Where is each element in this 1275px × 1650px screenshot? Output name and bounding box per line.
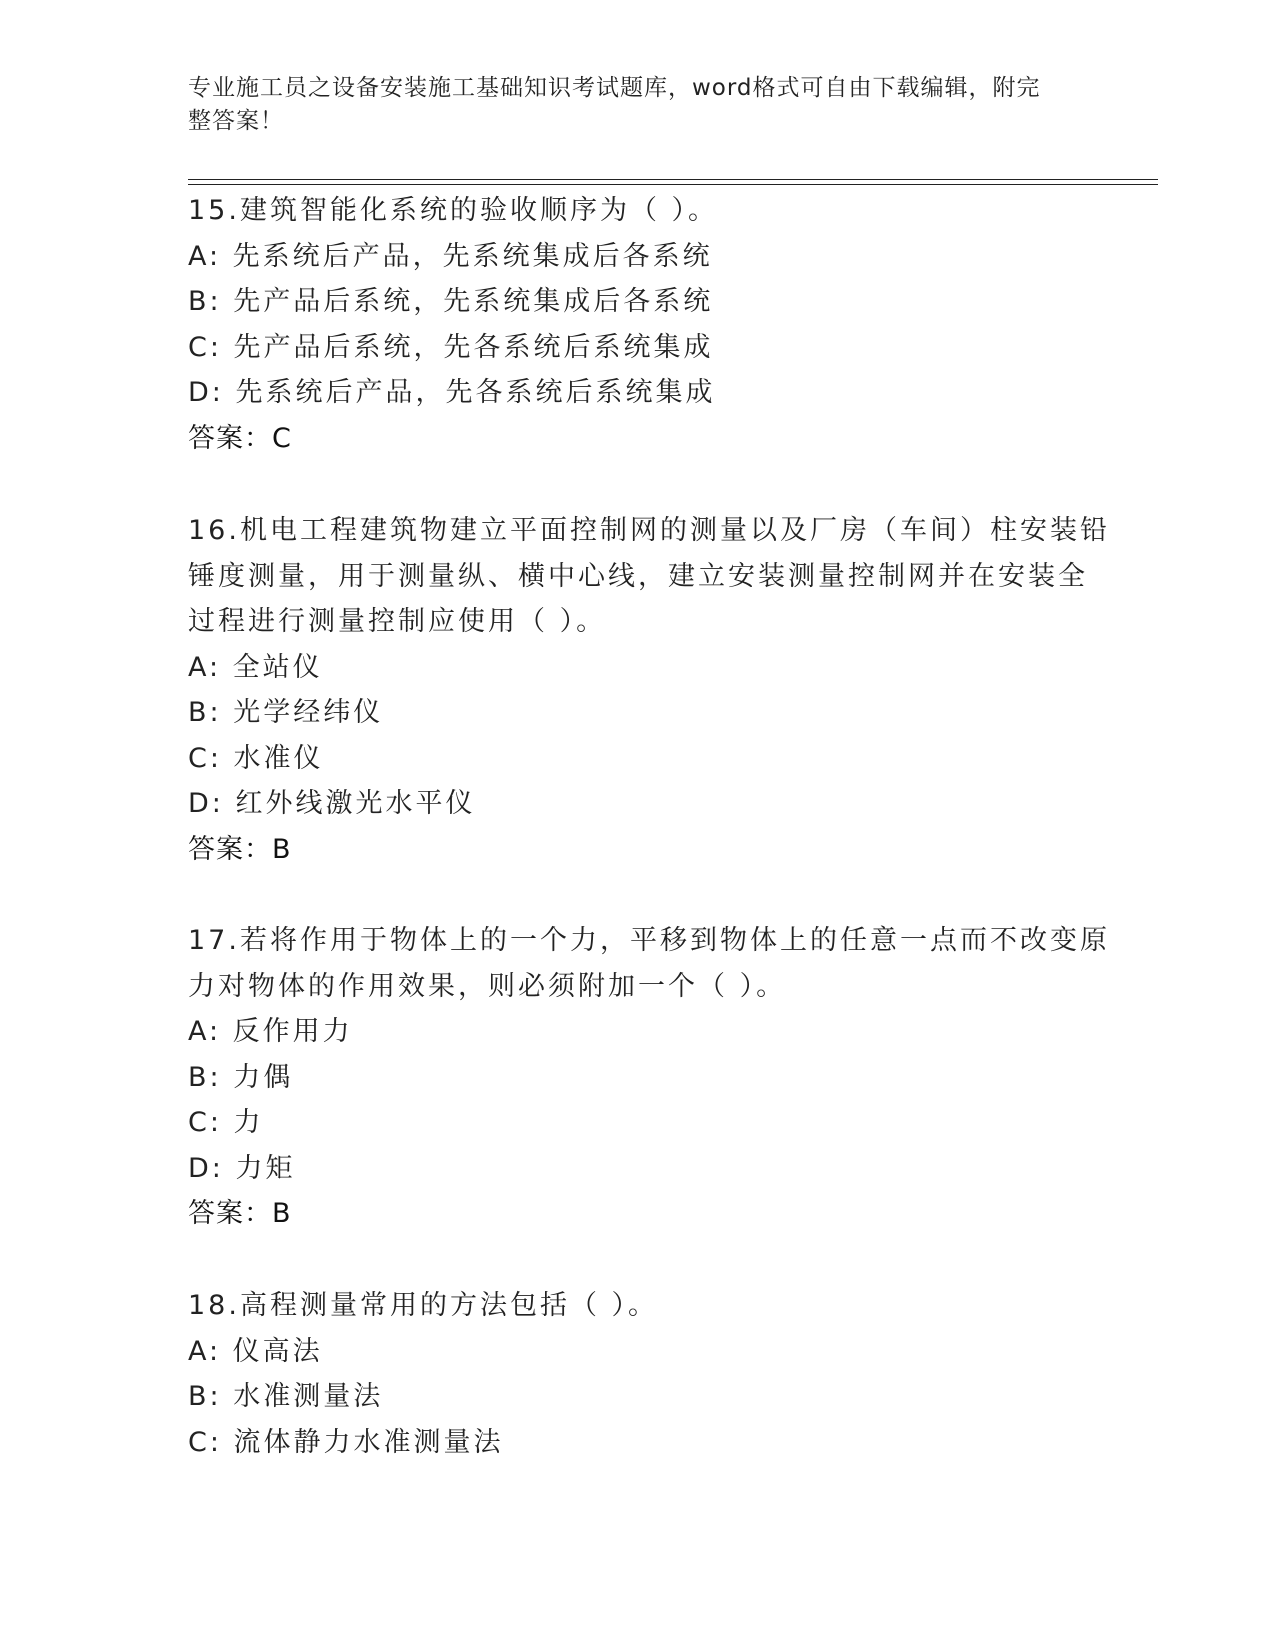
option-c: C: 流体静力水准测量法	[188, 1426, 504, 1458]
question-17	[188, 918, 1110, 1237]
option-d: D: 先系统后产品，先各系统后系统集成	[188, 377, 716, 408]
answer-line: 答案：B	[188, 1198, 292, 1229]
answer-line: 答案：B	[188, 833, 292, 865]
option-b: B: 先产品后系统，先系统集成后各系统	[188, 286, 714, 317]
option-a: A: 先系统后产品，先系统集成后各系统	[188, 240, 713, 272]
question-stem-line-1: 17.若将作用于物体上的一个力，平移到物体上的任意一点而不改变原	[188, 925, 1110, 956]
option-a: A: 仪高法	[188, 1335, 323, 1367]
option-d: D: 红外线激光水平仪	[188, 788, 476, 819]
answer-line: 答案：C	[188, 422, 292, 454]
header-title-line-2: 整答案！	[188, 108, 284, 134]
question-stem-line-3: 过程进行测量控制应使用（ ）。	[188, 606, 607, 637]
option-c: C: 水准仪	[188, 742, 324, 774]
option-c: C: 先产品后系统，先各系统后系统集成	[188, 331, 714, 363]
question-15	[188, 188, 1088, 461]
option-a: A: 反作用力	[188, 1016, 353, 1047]
question-16	[188, 508, 1110, 872]
option-b: B: 光学经纬仪	[188, 697, 384, 728]
option-b: B: 水准测量法	[188, 1381, 384, 1412]
document-header	[188, 72, 1068, 138]
question-stem: 18.高程测量常用的方法包括（ ）。	[188, 1290, 659, 1321]
option-d: D: 力矩	[188, 1152, 296, 1184]
question-18	[188, 1283, 1088, 1465]
header-divider-top	[188, 179, 1158, 180]
header-title-line-1: 专业施工员之设备安装施工基础知识考试题库，word格式可自由下载编辑，附完	[188, 75, 1041, 101]
header-divider-bottom	[188, 184, 1158, 185]
question-stem-line-2: 力对物体的作用效果，则必须附加一个（ ）。	[188, 970, 787, 1002]
question-stem: 15.建筑智能化系统的验收顺序为（ ）。	[188, 195, 719, 226]
question-stem-line-1: 16.机电工程建筑物建立平面控制网的测量以及厂房（车间）柱安装铅	[188, 515, 1110, 546]
option-b: B: 力偶	[188, 1061, 294, 1093]
question-stem-line-2: 锤度测量，用于测量纵、横中心线，建立安装测量控制网并在安装全	[188, 560, 1088, 592]
option-a: A: 全站仪	[188, 651, 323, 683]
option-c: C: 力	[188, 1107, 264, 1138]
